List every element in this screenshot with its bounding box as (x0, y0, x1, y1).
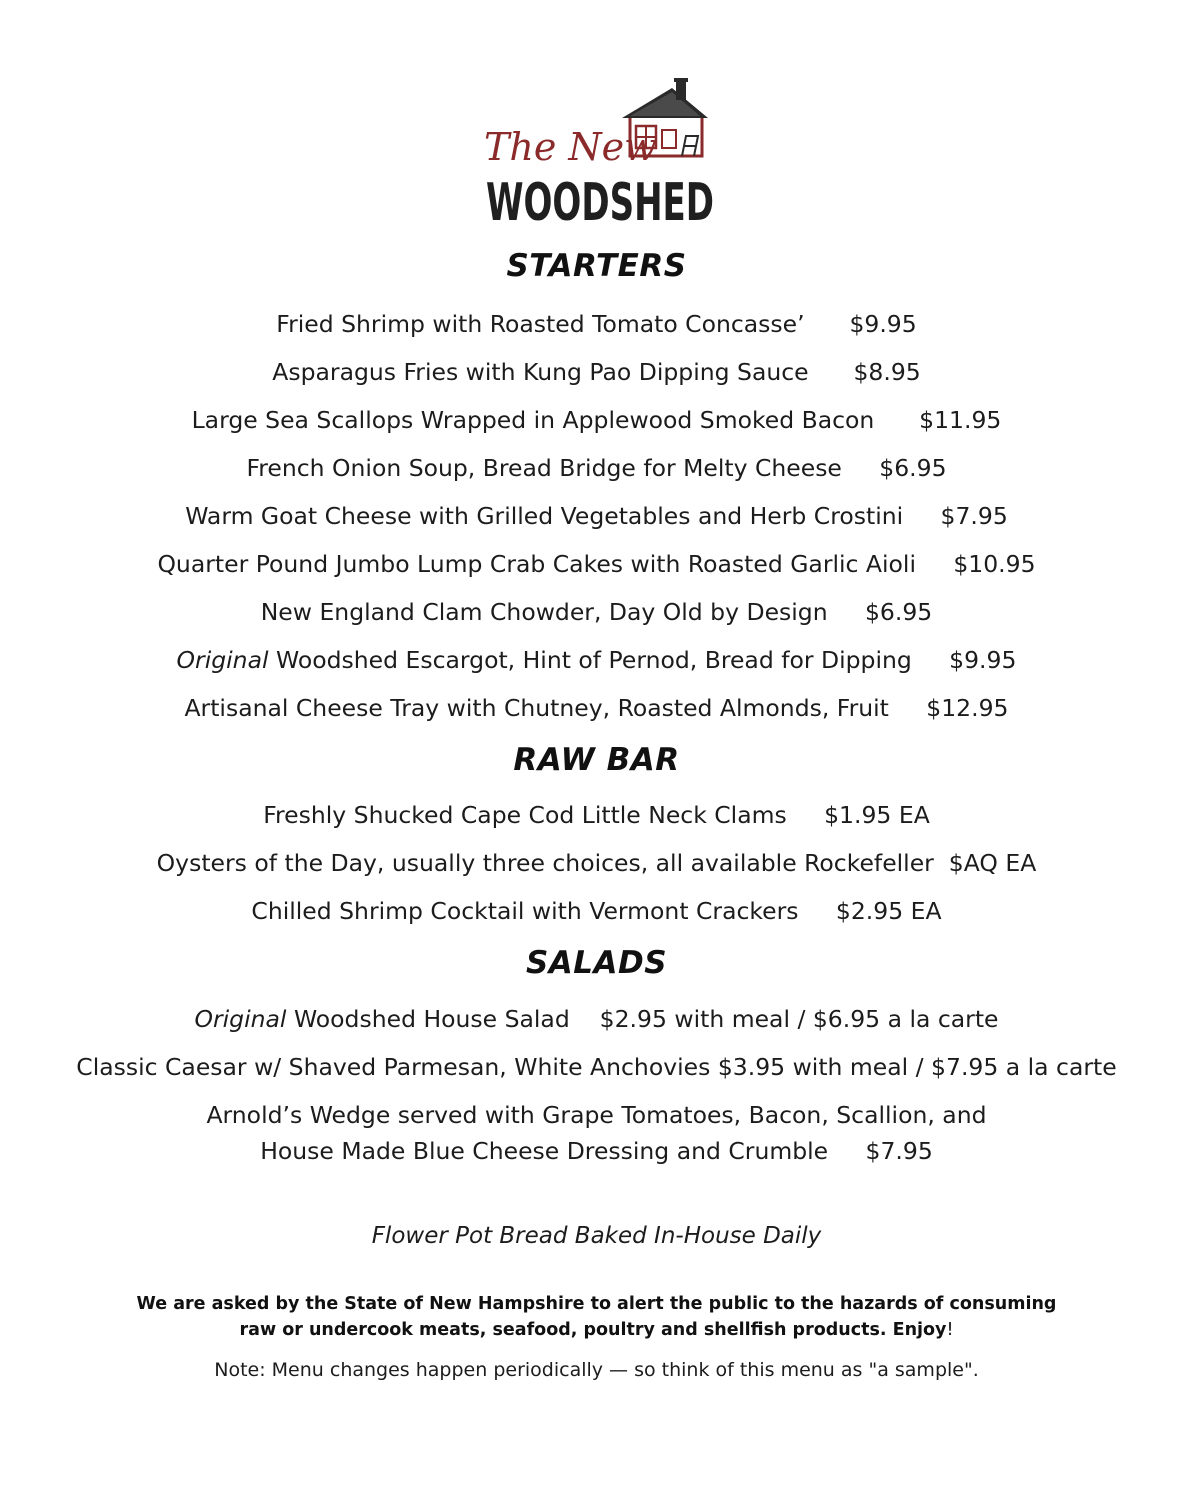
menu-item (0, 550, 1193, 578)
item-name: Artisanal Cheese Tray with Chutney, Roasted Almonds, Fruit (184, 694, 889, 722)
item-price: $6.95 (879, 454, 947, 482)
menu-item (0, 502, 1193, 530)
menu-item (0, 694, 1193, 722)
item-name: Large Sea Scallops Wrapped in Applewood Smoked Bacon (191, 406, 875, 434)
item-price: $11.95 (919, 406, 1002, 434)
item-name: Warm Goat Cheese with Grilled Vegetables and Herb Crostini (185, 502, 904, 530)
item-price: $7.95 (865, 1137, 933, 1165)
logo-block-text: WOODSHED (486, 173, 714, 233)
menu-item (0, 1005, 1193, 1033)
health-warning-text: raw or undercook meats, seafood, poultry and shellfish products. Enjoy (239, 1320, 947, 1340)
menu-item (0, 406, 1193, 434)
item-name: Classic Caesar w/ Shaved Parmesan, White Anchovies (76, 1053, 711, 1081)
menu-item (0, 646, 1193, 674)
section-heading-salads: SALADS (525, 945, 668, 981)
menu-item (0, 1101, 1193, 1129)
item-name: Fried Shrimp with Roasted Tomato Concasse’ (276, 310, 805, 338)
item-name: Chilled Shrimp Cocktail with Vermont Crackers (251, 897, 799, 925)
menu-change-note: Note: Menu changes happen periodically — so think of this menu as "a sample". (214, 1359, 979, 1381)
item-price: $7.95 (940, 502, 1008, 530)
health-warning-line-2 (0, 1320, 1193, 1340)
item-prefix: Original (176, 646, 269, 674)
item-name: House Made Blue Cheese Dressing and Crumble (260, 1137, 829, 1165)
item-price: $1.95 EA (824, 801, 930, 829)
menu-item (0, 1137, 1193, 1165)
item-price: $8.95 (853, 358, 921, 386)
menu-item (0, 1053, 1193, 1081)
health-warning-line-1: We are asked by the State of New Hampshire to alert the public to the hazards of consuming (136, 1294, 1057, 1314)
item-price: $2.95 with meal / $6.95 a la carte (599, 1005, 999, 1033)
menu-item (0, 897, 1193, 925)
menu-item (0, 310, 1193, 338)
house-logo-icon (480, 78, 720, 233)
logo-script-text: The New (484, 125, 657, 169)
item-price: $9.95 (849, 310, 917, 338)
menu-item (0, 849, 1193, 877)
item-price: $3.95 with meal / $7.95 a la carte (717, 1053, 1117, 1081)
section-heading-raw-bar: RAW BAR (513, 742, 680, 778)
item-name: Freshly Shucked Cape Cod Little Neck Clams (263, 801, 787, 829)
item-name: Woodshed House Salad (293, 1005, 570, 1033)
item-price: $9.95 (949, 646, 1017, 674)
menu-item (0, 454, 1193, 482)
bread-note: Flower Pot Bread Baked In-House Daily (371, 1223, 822, 1249)
item-name: Oysters of the Day, usually three choices, all available Rockefeller (156, 849, 934, 877)
menu-item (0, 358, 1193, 386)
item-name: French Onion Soup, Bread Bridge for Melty Cheese (246, 454, 842, 482)
menu-item (0, 598, 1193, 626)
restaurant-logo (480, 78, 720, 233)
item-name: New England Clam Chowder, Day Old by Design (260, 598, 828, 626)
item-name: Woodshed Escargot, Hint of Pernod, Bread for Dipping (276, 646, 912, 674)
menu-item (0, 801, 1193, 829)
item-price: $6.95 (864, 598, 933, 626)
item-name: Quarter Pound Jumbo Lump Crab Cakes with Roasted Garlic Aioli (157, 550, 916, 578)
item-price: $12.95 (926, 694, 1009, 722)
item-name: Arnold’s Wedge served with Grape Tomatoes, Bacon, Scallion, and (206, 1101, 987, 1129)
item-price: $AQ EA (948, 849, 1037, 877)
item-price: $10.95 (953, 550, 1036, 578)
section-heading-starters: STARTERS (506, 248, 687, 284)
item-price: $2.95 EA (835, 897, 942, 925)
item-name: Asparagus Fries with Kung Pao Dipping Sauce (272, 358, 809, 386)
health-warning-exclamation: ! (946, 1320, 954, 1340)
item-prefix: Original (194, 1005, 287, 1033)
